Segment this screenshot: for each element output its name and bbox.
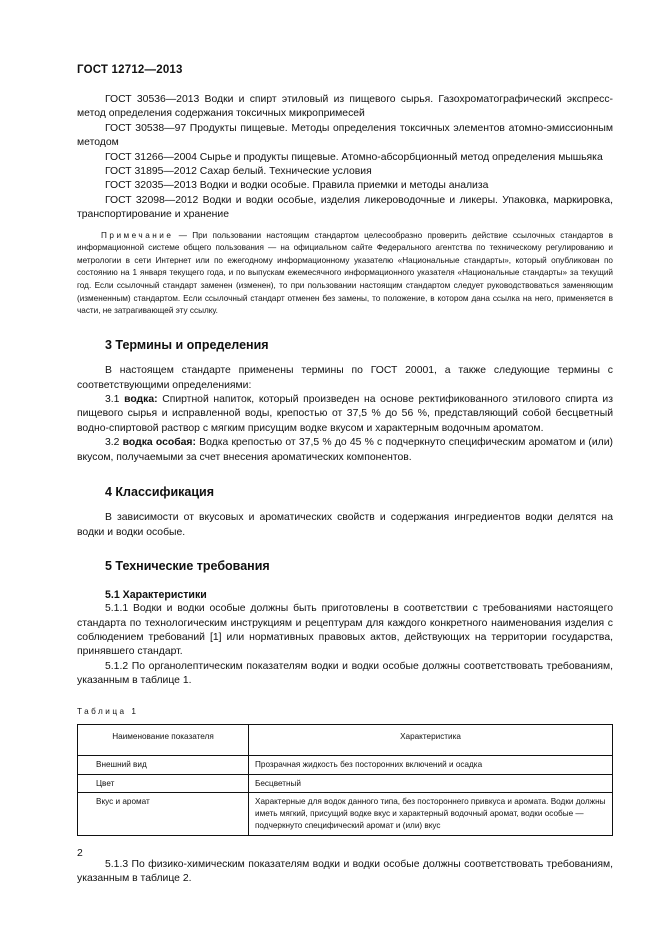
table-row <box>78 793 613 835</box>
table-header-cell: Характеристика <box>249 724 613 755</box>
page-number: 2 <box>77 848 83 859</box>
term-definition: Водка крепостью от 37,5 % до 45 % с подчеркнуто специфическим ароматом и (или) вкусом, получаемыми за счет внесения ароматических компонентов. <box>77 437 613 463</box>
paragraph-5-1-2: 5.1.2 По органолептическим показателям водки и водки особые должны соответствовать требованиям, указанным в таблице 1. <box>77 660 613 687</box>
reference-item: ГОСТ 30536—2013 Водки и спирт этиловый из пищевого сырья. Газохроматографический экспресс-метод определения содержания токсичных микропримесей <box>77 94 613 120</box>
section-4-heading: 4 Классификация <box>105 485 215 500</box>
table-cell: Цвет <box>78 774 249 793</box>
reference-item: ГОСТ 31266—2004 Сырье и продукты пищевые. Атомно-абсорбционный метод определения мышьяка <box>105 151 603 163</box>
document-header: ГОСТ 12712—2013 <box>77 64 183 76</box>
table-row <box>78 774 613 793</box>
table-cell: Вкус и аромат <box>78 793 249 835</box>
paragraph-5-1-1: 5.1.1 Водки и водки особые должны быть приготовлены в соответствии с требованиями настоящего стандарта по технологическим инструкциям и рецептурам для каждого конкретного наименования изделия с соблюдением требований [1] или нормативных правовых актов, действующих на территории государства, принявшего стандарт. <box>77 603 613 658</box>
document-body <box>77 93 613 887</box>
paragraph-5-1-3: 5.1.3 По физико-химическим показателям водки и водки особые должны соответствовать требованиям, указанным в таблице 2. <box>77 858 613 885</box>
reference-item: ГОСТ 32098—2012 Водки и водки особые, изделия ликероводочные и ликеры. Упаковка, маркировка, транспортирование и хранение <box>77 194 613 221</box>
table-cell: Характерные для водок данного типа, без постороннего привкуса и аромата. Водки должны иметь мягкий, присущий водке вкус и характерный водочный аромат, водки особые — подчеркнуто специфический аромат и (или) вкус <box>249 793 613 835</box>
note-label: Примечание <box>101 230 174 240</box>
reference-item: ГОСТ 30538—97 Продукты пищевые. Методы определения токсичных элементов атомно-эмиссионным методом <box>77 122 613 149</box>
note-paragraph <box>77 230 613 318</box>
section-3-intro: В настоящем стандарте применены термины по ГОСТ 20001, а также следующие термины с соответствующими определениями: <box>77 365 613 391</box>
table-cell: Бесцветный <box>249 774 613 793</box>
table-cell: Внешний вид <box>78 755 249 774</box>
section-3-heading: 3 Термины и определения <box>105 337 269 352</box>
note-text: — При пользовании настоящим стандартом целесообразно проверить действие ссылочных стандартов в информационной системе общего пользования — на официальном сайте Федерального агентства по техническому регулированию и метрологии в сети Интернет или по ежегодному информационному указателю «Национальные стандарты», который опубликован по состоянию на 1 января текущего года, и по выпускам ежемесячного информационного указателя «Национальные стандарты» за текущий год. Если ссылочный стандарт заменен (изменен), то при пользовании настоящим стандартом следует руководствоваться заменяющим (измененным) стандартом. Если ссылочный стандарт отменен без замены, то положение, в котором дана ссылка на него, применяется в части, не затрагивающей эту ссылку. <box>77 230 613 316</box>
term-name: водка: <box>124 394 158 406</box>
table-header-row <box>78 724 613 755</box>
table-caption: Таблица 1 <box>77 706 139 716</box>
subsection-5-1-heading: 5.1 Характеристики <box>105 588 207 601</box>
section-4-text: В зависимости от вкусовых и ароматических свойств и содержания ингредиентов водки делятся на водки и водки особые. <box>77 512 613 538</box>
table-header-cell: Наименование показателя <box>78 724 249 755</box>
term-number: 3.1 <box>105 394 125 406</box>
table-row <box>78 755 613 774</box>
table-cell: Прозрачная жидкость без посторонних включений и осадка <box>249 755 613 774</box>
section-5-heading: 5 Технические требования <box>105 559 270 574</box>
reference-item: ГОСТ 32035—2013 Водки и водки особые. Правила приемки и методы анализа <box>105 180 489 192</box>
term-3-2 <box>77 436 613 465</box>
term-name: водка особая: <box>122 437 196 449</box>
term-3-1 <box>77 393 613 436</box>
reference-item: ГОСТ 31895—2012 Сахар белый. Технические условия <box>105 166 372 178</box>
term-definition: Спиртной напиток, который произведен на основе ректификованного этилового спирта из пищевого сырья и исправленной воды, крепостью от 37,5 % до 56 %, представляющий собой бесцветный водно-спиртовой раствор с мягким присущим водке вкусом и характерным водочным ароматом. <box>77 394 613 434</box>
organoleptic-table <box>77 724 613 836</box>
term-number: 3.2 <box>105 437 123 449</box>
